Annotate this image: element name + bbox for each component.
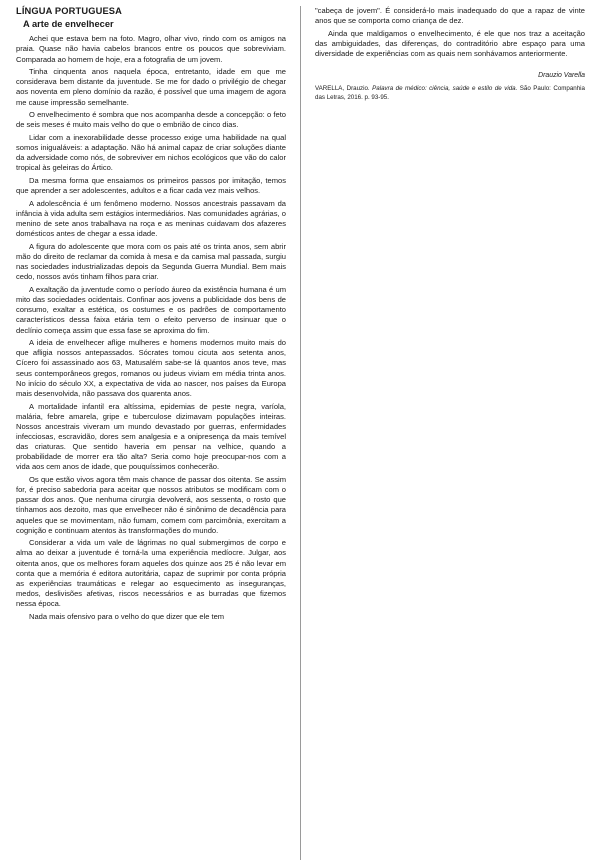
paragraph: Considerar a vida um vale de lágrimas no qual submergimos de corpo e alma ao deixar a juventude é torná-la uma experiência medíocre. Julgar, aos oitenta anos, que os melhores foram aqueles dos quinze aos 25 é não levar em conta que a memória é editora autoritária, capaz de suprimir por conta própria as experiências traumáticas e relegar ao esquecimento as inseguranças, medos, deslivisões afetivas, riscos necessários e as burradas que fizemos nessa época. [16, 538, 286, 609]
paragraph: A exaltação da juventude como o período áureo da existência humana é um mito das sociedades ocidentais. Confinar aos jovens a publicidade dos bens de consumo, exaltar a estética, os costumes e os padrões de comportamento característicos dessa faixa etária tem o efeito perverso de insinuar que o declínio começa assim que essa fase se aproxima do fim. [16, 284, 286, 335]
source-reference [315, 85, 585, 102]
two-column-layout [0, 6, 601, 860]
left-column [0, 6, 300, 860]
reference-suffix: São Paulo: Companhia das Letras, 2016. p. 93-95. [315, 85, 585, 101]
paragraph: Tinha cinquenta anos naquela época, entretanto, idade em que me considerava bem distante da juventude. Se me for dado o privilégio de chegar aos noventa em pleno domínio da razão, é possível que uma imagem de agora me cause impressão semelhante. [16, 67, 286, 107]
paragraph: "cabeça de jovem". É considerá-lo mais inadequado do que a rapaz de vinte anos que se comporta como criança de dez. [315, 6, 585, 26]
paragraph: Os que estão vivos agora têm mais chance de passar dos oitenta. Se assim for, é preciso sabedoria para aceitar que nossos atributos se modificam com o passar dos anos. Que nenhuma cirurgia devolverá, aos sessenta, o rosto que tínhamos aos dezoito, mas que envelhecer não é sinônimo de decadência para aqueles que se movimentam, não fumam, comem com parcimônia, exercitam a cognição e continuam atentos às transformações do mundo. [16, 474, 286, 535]
paragraph: A ideia de envelhecer aflige mulheres e homens modernos muito mais do que afligia nossos antepassados. Sócrates tomou cicuta aos setenta anos, Cícero foi assassinado aos 63, Matusalém sabe-se lá quantos anos teve, mas seus contemporâneos gregos, romanos ou judeus viviam em média trinta anos. No início do século XX, a expectativa de vida ao nascer, nos países da Europa mais desenvolvida, não passava dos quarenta anos. [16, 338, 286, 398]
reference-prefix: VARELLA, Drauzio. [315, 85, 373, 93]
right-column [300, 6, 601, 860]
paragraph: Da mesma forma que ensaiamos os primeiros passos por imitação, temos que aprender a ser adolescentes, adultos e a ficar cada vez mais velhos. [16, 176, 286, 196]
byline: Drauzio Varella [538, 72, 585, 80]
paragraph: A mortalidade infantil era altíssima, epidemias de peste negra, varíola, malária, febre amarela, gripe e tuberculose dizimavam populações inteiras. Nossos ancestrais viveram um mundo devastado por guerras, enfermidades infecciosas, escravidão, dores sem analgesia e a onipresença da mais temível das criaturas. Que sentido haveria em pensar na velhice, quando a probabilidade de morrer era tão alta? Seria como hoje preocupar-nos com a vida aos cem anos de idade, que pouquíssimos conhecerão. [16, 401, 286, 472]
article-title: A arte de envelhecer [23, 18, 114, 29]
paragraph: A adolescência é um fenômeno moderno. Nossos ancestrais passavam da infância à vida adulta sem estágios intermediários. Nas comunidades agrárias, o menino de sete anos trabalhava na roça e as meninas cuidavam dos afazeres domésticos antes de chegar a essa idade. [16, 198, 286, 239]
paragraph: A figura do adolescente que mora com os pais até os trinta anos, sem abrir mão do direito de reclamar da comida à mesa e da camisa mal passada, surgiu nas sociedades industrializadas depois da Segunda Guerra Mundial. Bem mais cedo, nossos avós tinham filhos para criar. [16, 241, 286, 282]
paragraph: O envelhecimento é sombra que nos acompanha desde a concepção: o feto de seis meses é muito mais velho do que o embrião de cinco dias. [16, 110, 286, 130]
paragraph: Nada mais ofensivo para o velho do que dizer que ele tem [29, 611, 225, 621]
subject-heading: LÍNGUA PORTUGUESA [16, 6, 123, 16]
paragraph: Ainda que maldigamos o envelhecimento, é ele que nos traz a aceitação das ambiguidades, das diferenças, do contraditório abre espaço para uma diversidade de experiências com as quais nem sonhávamos anteriormente. [315, 28, 585, 59]
reference-title: Palavra de médico: ciência, saúde e estilo de vida. [372, 85, 518, 93]
paragraph: Lidar com a inexorabilidade desse processo exige uma habilidade na qual somos inigualáveis: a adaptação. Não há animal capaz de criar soluções diante da adversidade como nós, de sobreviver em nichos ecológicos que vão do calor tropical às geleiras do Ártico. [16, 132, 286, 173]
paragraph: Achei que estava bem na foto. Magro, olhar vivo, rindo com os amigos na praia. Quase não havia cabelos brancos entre os poucos que sobreviviam. Comparada ao homem de hoje, era a fotografia de um jovem. [16, 34, 286, 64]
